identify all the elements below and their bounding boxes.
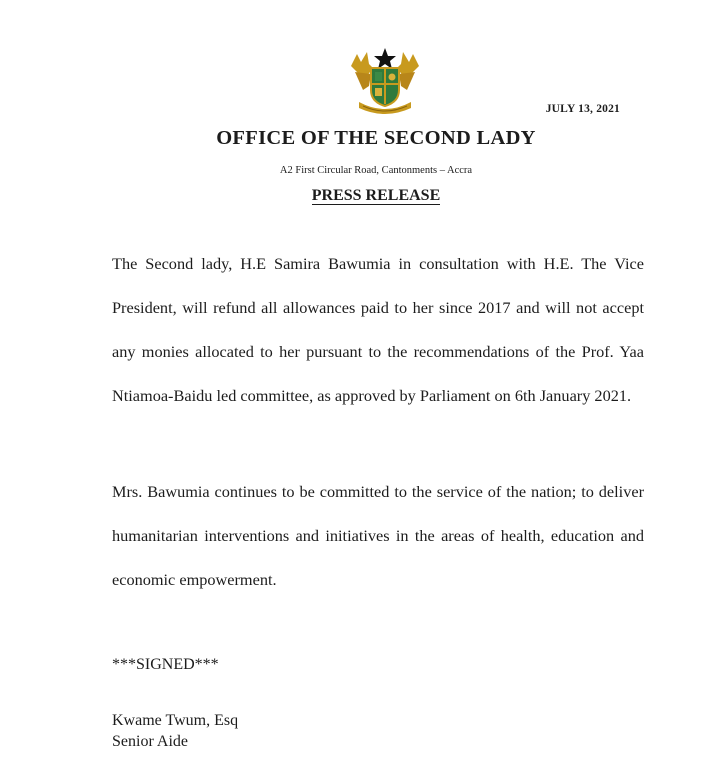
signatory-title: Senior Aide xyxy=(112,733,188,750)
office-title: OFFICE OF THE SECOND LADY xyxy=(216,127,536,149)
signatory-name: Kwame Twum, Esq xyxy=(112,712,239,729)
body-paragraph-1: The Second lady, H.E Samira Bawumia in consultation with H.E. The Vice President, will refund all allowances paid to her since 2017 and will not accept any monies allocated to her pursuant to the recommendations of the Prof. Yaa Ntiamoa-Baidu led committee, as approved by Parliament on 6th January 2021. xyxy=(112,254,644,405)
signed-marker: ***SIGNED*** xyxy=(112,656,219,673)
release-date: JULY 13, 2021 xyxy=(545,103,620,115)
body-paragraph-2: Mrs. Bawumia continues to be committed to the service of the nation; to deliver humanitarian interventions and initiatives in the areas of health, education and economic empowerment. xyxy=(112,482,644,589)
coat-of-arms-emblem xyxy=(345,46,425,114)
signatory-block xyxy=(112,710,238,752)
document-heading xyxy=(0,187,720,205)
press-release-label: PRESS RELEASE xyxy=(311,187,441,204)
office-address: A2 First Circular Road, Cantonments – Accra xyxy=(279,165,473,176)
